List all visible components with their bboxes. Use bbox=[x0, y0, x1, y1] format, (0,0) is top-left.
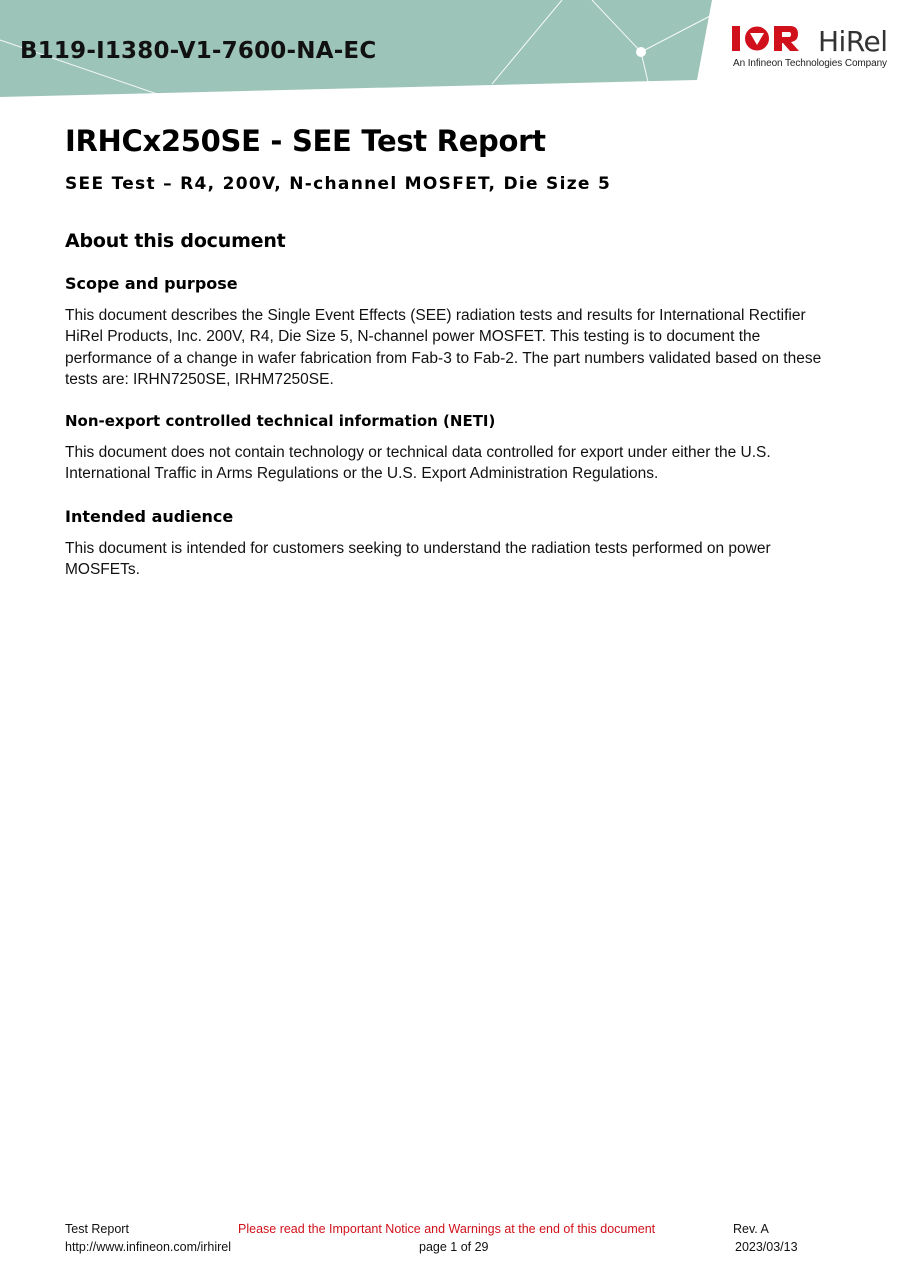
document-code: B119-I1380-V1-7600-NA-EC bbox=[20, 38, 377, 64]
footer-notice: Please read the Important Notice and Warnings at the end of this document bbox=[238, 1222, 656, 1236]
page-content bbox=[65, 122, 845, 580]
footer-doc-type: Test Report bbox=[65, 1222, 129, 1236]
audience-body: This document is intended for customers seeking to understand the radiation tests performed on power MOSFETs. bbox=[65, 539, 771, 579]
document-subtitle: SEE Test – R4, 200V, N-channel MOSFET, Die Size 5 bbox=[65, 174, 612, 194]
footer-date: 2023/03/13 bbox=[735, 1240, 798, 1254]
scope-heading: Scope and purpose bbox=[65, 274, 238, 293]
page-footer bbox=[0, 1220, 905, 1260]
scope-body: This document describes the Single Event Effects (SEE) radiation tests and results for International Rectifier HiRel Products, Inc. 200V, R4, Die Size 5, N-channel power MOSFET. This testing is to document the performance of a change in wafer fabrication from Fab-3 to Fab-2. The part numbers validated based on these tests are: IRHN7250SE, IRHM7250SE. bbox=[65, 307, 822, 388]
about-heading: About this document bbox=[65, 230, 286, 252]
logo-tagline: An Infineon Technologies Company bbox=[733, 58, 887, 69]
neti-body: This document does not contain technology or technical data controlled for export under either the U.S. International Traffic in Arms Regulations or the U.S. Export Administration Regulations. bbox=[65, 444, 771, 483]
footer-url[interactable]: http://www.infineon.com/irhirel bbox=[65, 1240, 232, 1254]
svg-text:HiRel: HiRel bbox=[818, 25, 888, 58]
audience-heading: Intended audience bbox=[65, 506, 234, 526]
footer-page-number: page 1 of 29 bbox=[419, 1240, 489, 1254]
footer-revision: Rev. A bbox=[733, 1222, 769, 1236]
neti-heading: Non-export controlled technical information (NETI) bbox=[65, 412, 496, 431]
document-title: IRHCx250SE - SEE Test Report bbox=[65, 124, 546, 158]
